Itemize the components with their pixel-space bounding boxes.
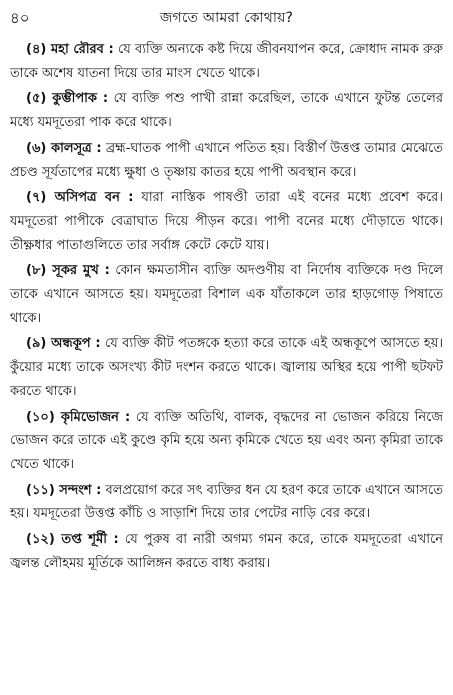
running-title: জগতে আমরা কোথায়? (159, 10, 294, 26)
entry-text: যে ব্যক্তি অতিথি, বালক, বৃদ্ধদের না ভোজন করিয়ে নিজে ভোজন করে তাকে এই কুণ্ডে কৃমি হয়ে অন্য কৃমিকে খেতে হয় এবং অন্য কৃমিরা তাকে খেতে থাকে। (10, 409, 443, 472)
entry-paragraph (10, 259, 443, 330)
entry-paragraph (10, 137, 443, 184)
entry-text: যে ব্যক্তি কীট পতঙ্গকে হত্যা করে তাকে এই অন্ধকূপে আসতে হয়। কুঁয়োর মধ্যে তাকে অসংখ্য কীট দংশন করতে থাকে। জ্বালায় অস্থির হয়ে পাপী ছটফট করতে থাকে। (10, 336, 444, 399)
entry-term: (৬) কালসূত্র : (26, 140, 102, 156)
entry-term: (৭) অসিপত্র বন : (26, 190, 134, 206)
entry-paragraph (10, 38, 443, 85)
entry-term: (১১) সন্দংশ : (26, 482, 102, 498)
entry-text: ব্রহ্ম-ঘাতক পাপী এখানে পতিত হয়। বিস্তীর্ণ উত্তপ্ত তামার মেঝেতে প্রচণ্ড সূর্যতাপের মধ্যে ক্ষুধা ও তৃষ্ণায় কাতর হয়ে পাপী অবস্থান করে। (10, 140, 443, 180)
entry-paragraph (10, 332, 443, 403)
entry-text: বলপ্রয়োগ করে সৎ ব্যক্তির ধন যে হরণ করে তাকে এখানে আসতে হয়। যমদূতেরা উত্তপ্ত কাঁচি ও সাড়াশি দিয়ে তার পেটের নাড়ি বের করে। (10, 482, 444, 522)
entry-text: কোন ক্ষমতাসীন ব্যক্তি অদণ্ডণীয় বা নির্দোষ ব্যক্তিকে দণ্ড দিলে তাকে এখানে আসতে হয়। যমদূতেরা বিশাল এক যাঁতাকলে তার হাড়গোড় পিষাতে থাকে। (10, 263, 444, 326)
page-header (10, 8, 443, 32)
entry-paragraph (10, 406, 443, 477)
entry-text: যে ব্যক্তি পশু পাখী রান্না করেছিল, তাকে এখানে ফুটন্ত তেলের মধ্যে যমদূতেরা পাক করে থাকে। (10, 91, 443, 131)
entry-term: (৪) মহা রৌরব : (26, 42, 114, 57)
page-number: ৪০ (10, 9, 30, 27)
entry-paragraph (10, 186, 443, 257)
entry-term: (৮) সূকর মুখ : (26, 263, 110, 279)
page-body (10, 38, 443, 577)
entry-term: (৯) অন্ধকূপ : (26, 336, 101, 352)
entry-term: (৫) কুম্ভীপাক : (26, 91, 109, 107)
entry-paragraph (10, 87, 443, 134)
entry-paragraph (10, 479, 443, 526)
entry-term: (১০) কৃমিভোজন : (26, 409, 131, 425)
entry-text: যারা নাস্তিক পাষণ্ডী তারা এই বনের মধ্যে প্রবেশ করে। যমদূতেরা পাপীকে বেত্রাঘাত দিয়ে পীড়ন করে। পাপী বনের মধ্যে দৌড়াতে থাকে। তীক্ষ্ণধার পাতাগুলিতে তার সর্বাঙ্গ কেটে কেটে যায়। (10, 190, 443, 253)
entry-term: (১২) তপ্ত শূর্মী : (26, 532, 119, 548)
entry-text: যে পুরুষ বা নারী অগম্য গমন করে, তাকে যমদূতেরা এখানে জ্বলন্ত লৌহময় মূর্তিকে আলিঙ্গন করতে বাধ্য করায়। (10, 532, 443, 571)
entry-paragraph (10, 528, 443, 575)
entry-text: যে ব্যক্তি অন্যকে কষ্ট দিয়ে জীবনযাপন করে, ক্রোধাদ নামক রুরু তাকে অশেষ যাতনা দিয়ে তার মাংস খেতে থাকে। (10, 42, 443, 81)
